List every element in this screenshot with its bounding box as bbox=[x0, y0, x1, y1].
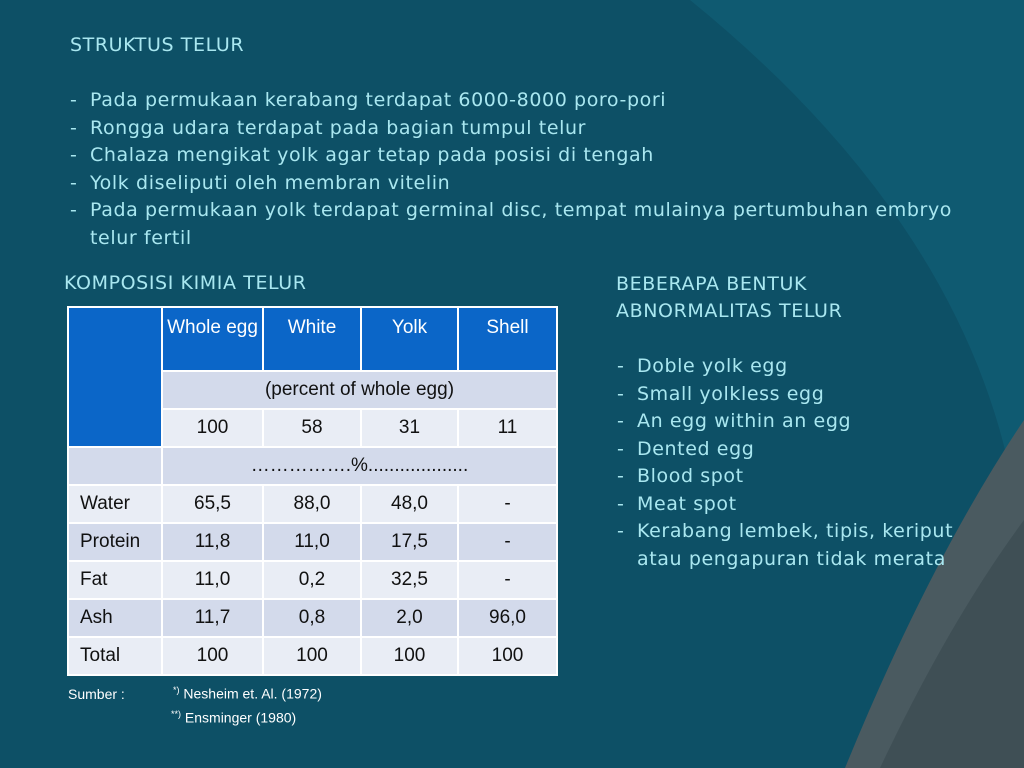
ref-text-1: Nesheim et. Al. (1972) bbox=[179, 685, 322, 702]
table-row bbox=[68, 637, 557, 675]
list-item: - Yolk diseliputi oleh membran vitelin bbox=[70, 171, 451, 194]
composition-table bbox=[67, 306, 558, 676]
table-cell: 100 bbox=[162, 409, 263, 447]
ref-mark-1: *) bbox=[173, 685, 180, 695]
list-item: - Meat spot bbox=[617, 492, 737, 515]
abnormal-title-line-2: ABNORMALITAS TELUR bbox=[616, 300, 843, 322]
list-item: - Pada permukaan kerabang terdapat 6000-8000 poro-pori bbox=[70, 89, 667, 111]
table-cell: 48,0 bbox=[361, 485, 458, 523]
table-cell: 0,2 bbox=[263, 561, 361, 599]
header-white: White bbox=[263, 307, 361, 371]
table-cell: 2,0 bbox=[361, 599, 458, 637]
table-row bbox=[68, 561, 557, 599]
table-cell: 65,5 bbox=[162, 485, 263, 523]
list-item: - Kerabang lembek, tipis, keriput atau pengapuran tidak merata bbox=[617, 520, 954, 570]
list-item: - Doble yolk egg bbox=[617, 355, 788, 377]
abnormal-title-line-1: BEBERAPA BENTUK bbox=[616, 273, 808, 295]
table-cell: 32,5 bbox=[361, 561, 458, 599]
list-item: - Chalaza mengikat yolk agar tetap pada posisi di tengah bbox=[70, 144, 654, 166]
source-line-2 bbox=[68, 704, 322, 728]
row-label: Ash bbox=[68, 599, 162, 637]
source-line-1 bbox=[68, 680, 322, 704]
sources-note bbox=[68, 680, 322, 727]
table-cell: 100 bbox=[263, 637, 361, 675]
table-row bbox=[68, 447, 557, 485]
table-row bbox=[68, 599, 557, 637]
row-label: Total bbox=[68, 637, 162, 675]
list-item: - An egg within an egg bbox=[617, 410, 852, 432]
list-item: - Dented egg bbox=[617, 437, 755, 460]
table-cell: 31 bbox=[361, 409, 458, 447]
table-cell: 11,0 bbox=[263, 523, 361, 561]
row-label: Water bbox=[68, 485, 162, 523]
row-label: Fat bbox=[68, 561, 162, 599]
table-cell: - bbox=[458, 561, 557, 599]
table-cell: 100 bbox=[162, 637, 263, 675]
list-item: - Pada permukaan yolk terdapat germinal disc, tempat mulainya pertumbuhan embryo telur fertil bbox=[70, 199, 953, 249]
ref-text-2: Ensminger (1980) bbox=[181, 709, 297, 726]
table-row bbox=[68, 485, 557, 523]
table-row bbox=[68, 523, 557, 561]
list-item: - Rongga udara terdapat pada bagian tumpul telur bbox=[70, 116, 587, 139]
percent-label: (percent of whole egg) bbox=[162, 371, 557, 409]
table-cell: 11 bbox=[458, 409, 557, 447]
unit-row: …………….%................... bbox=[162, 447, 557, 485]
table-header-row bbox=[68, 307, 557, 371]
table-cell: 11,0 bbox=[162, 561, 263, 599]
table-cell: 0,8 bbox=[263, 599, 361, 637]
abnormal-title bbox=[616, 271, 842, 325]
list-item: - Blood spot bbox=[617, 465, 744, 487]
table-cell: - bbox=[458, 485, 557, 523]
ref-mark-2: **) bbox=[171, 708, 182, 719]
row-label: Protein bbox=[68, 523, 162, 561]
sources-label: Sumber : bbox=[68, 685, 125, 702]
table-cell: - bbox=[458, 523, 557, 561]
header-shell: Shell bbox=[458, 307, 557, 371]
table-cell: 100 bbox=[458, 637, 557, 675]
struktur-list bbox=[70, 87, 990, 252]
table-cell: 88,0 bbox=[263, 485, 361, 523]
struktur-title: STRUKTUS TELUR bbox=[70, 34, 245, 56]
table-cell: 17,5 bbox=[361, 523, 458, 561]
table-cell: 11,7 bbox=[162, 599, 263, 637]
table-cell: 58 bbox=[263, 409, 361, 447]
abnormal-list bbox=[617, 353, 997, 573]
header-yolk: Yolk bbox=[361, 307, 458, 371]
table-cell: 100 bbox=[361, 637, 458, 675]
table-cell: 11,8 bbox=[162, 523, 263, 561]
table-cell: 96,0 bbox=[458, 599, 557, 637]
header-whole-egg: Whole egg bbox=[162, 307, 263, 371]
list-item: - Small yolkless egg bbox=[617, 382, 825, 405]
table-corner-cell bbox=[68, 307, 162, 447]
komposisi-title: KOMPOSISI KIMIA TELUR bbox=[64, 272, 307, 294]
table-cell bbox=[68, 447, 162, 485]
